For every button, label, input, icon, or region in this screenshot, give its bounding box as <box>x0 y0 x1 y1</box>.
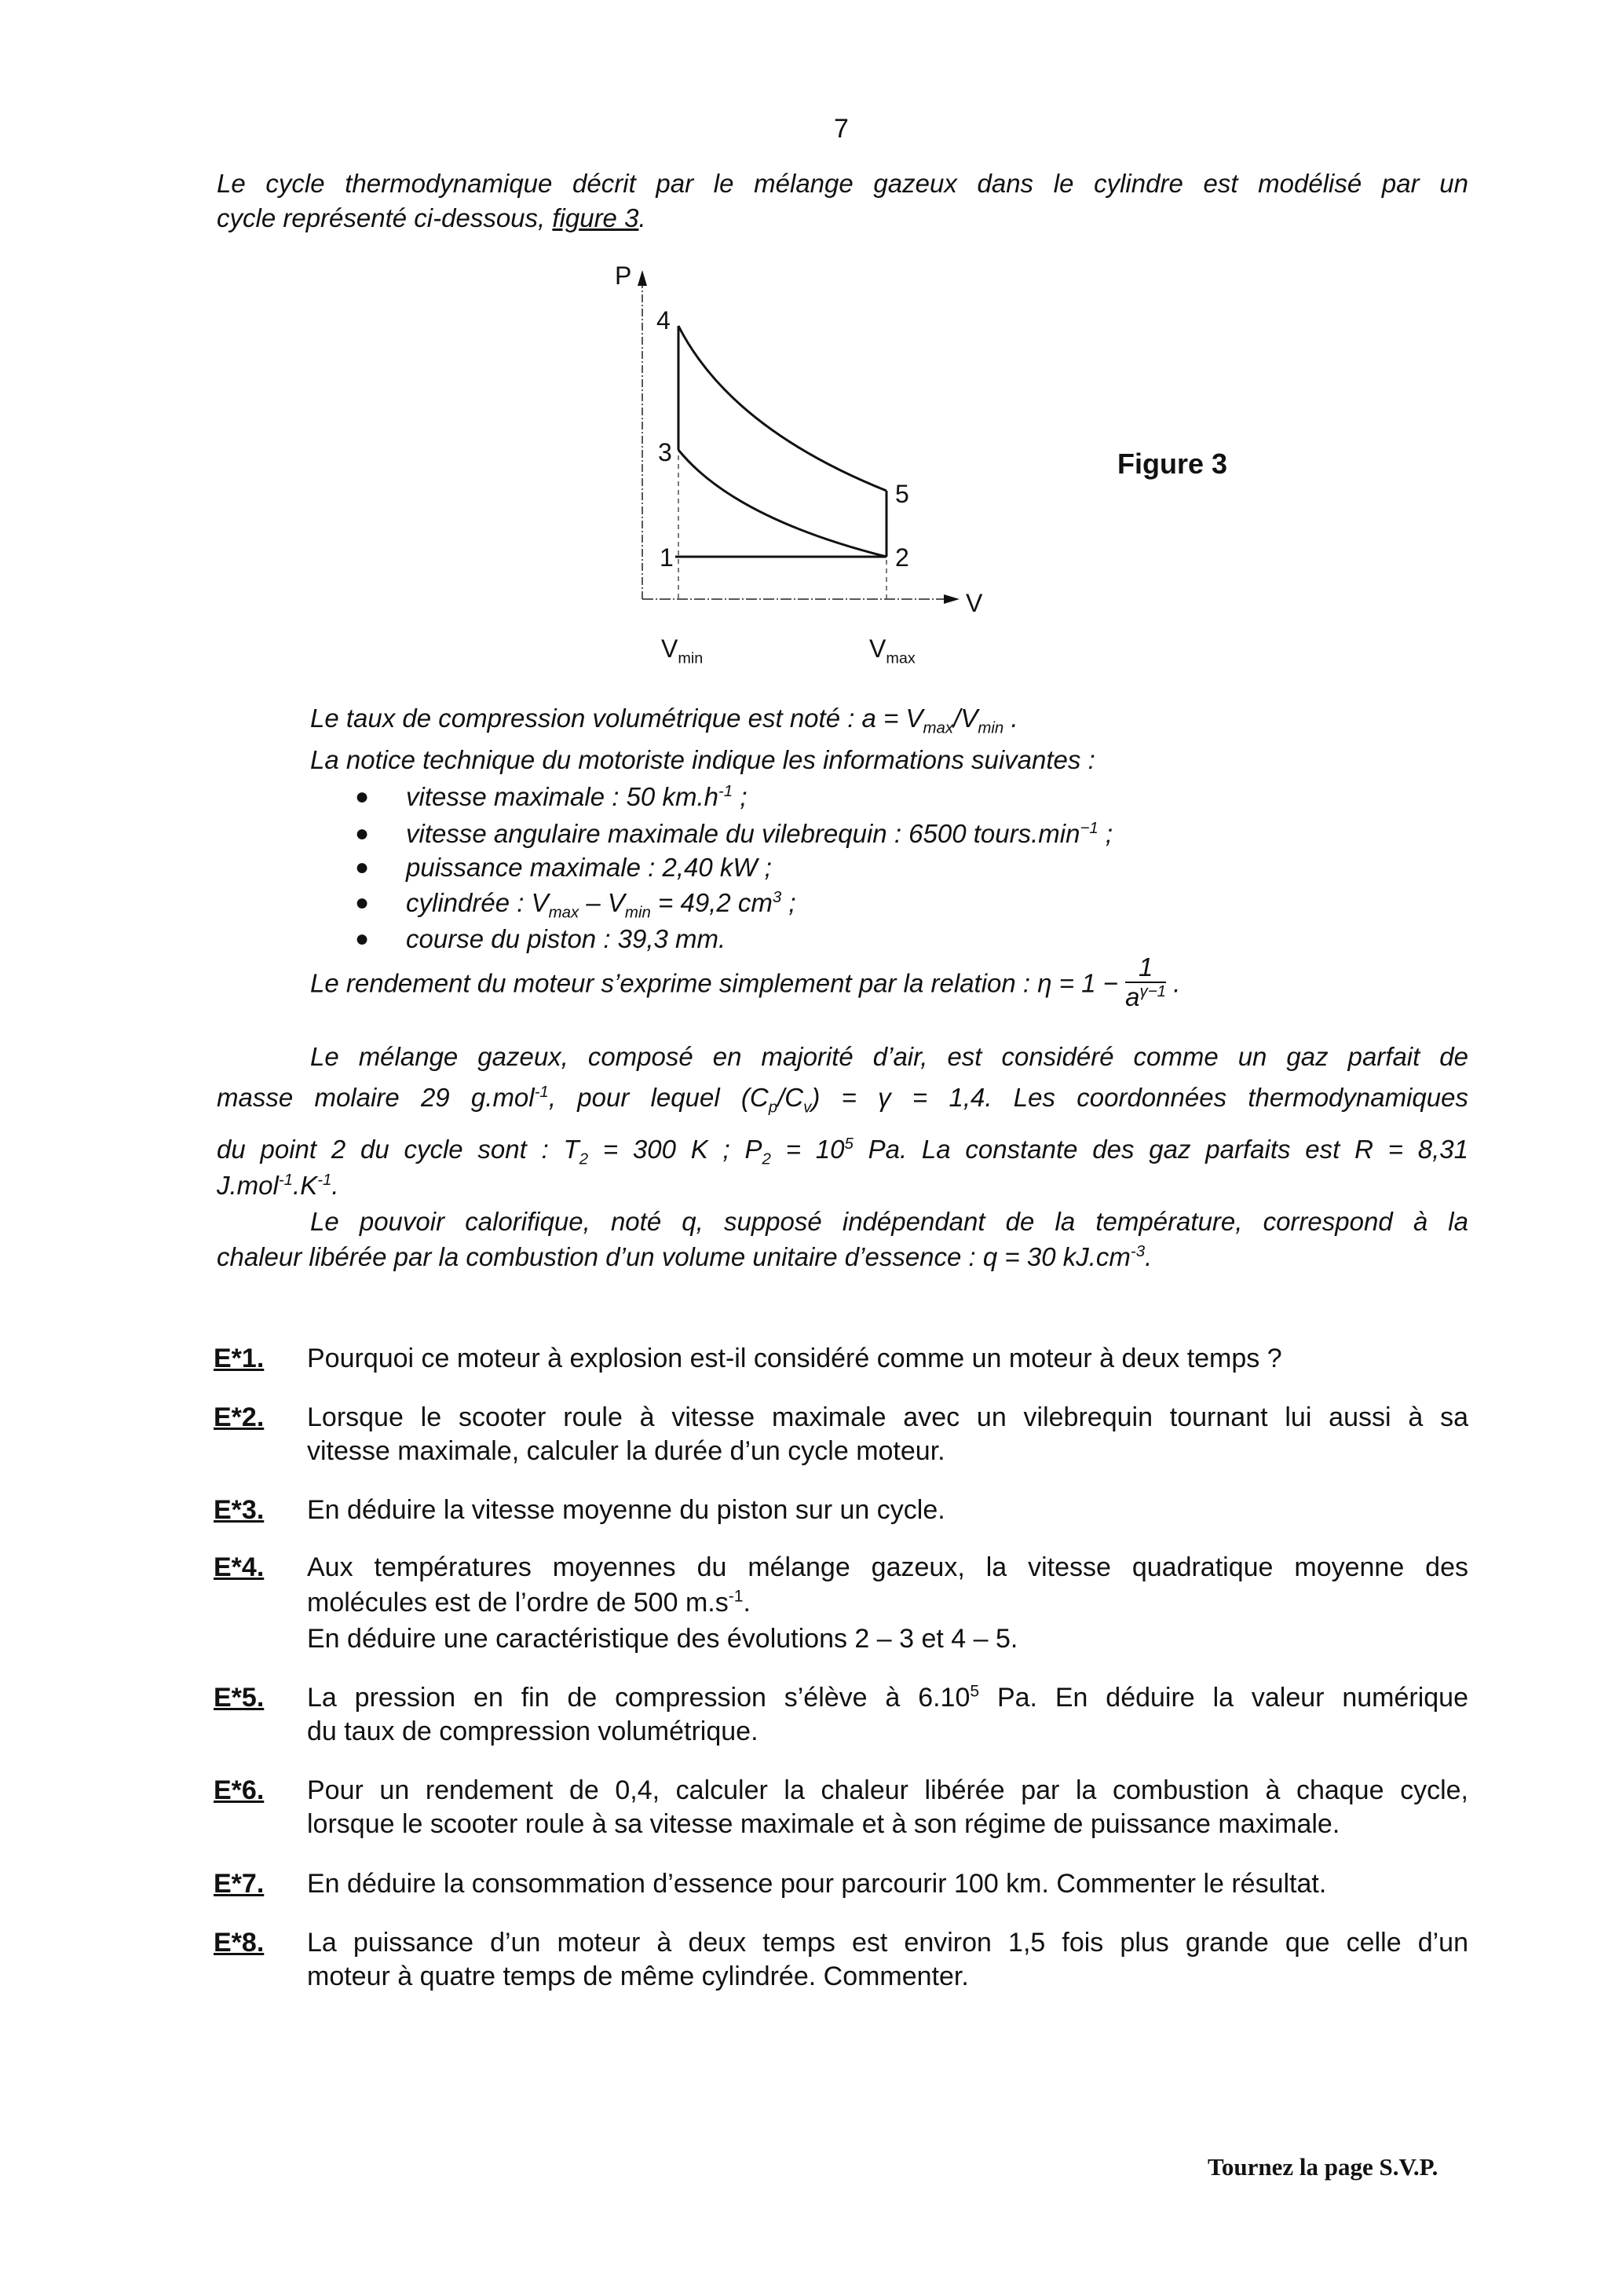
taux-compression <box>310 701 1018 736</box>
vmin-base: V <box>661 634 678 663</box>
spec-item <box>406 850 772 885</box>
question-text: Pourquoi ce moteur à explosion est-il considéré comme un moteur à deux temps ? <box>307 1344 1282 1373</box>
question-label: E*1. <box>214 1344 265 1373</box>
vmin-label <box>661 634 704 667</box>
vmax-sub: max <box>886 649 916 667</box>
text: Pa. La constante des gaz parfaits est R = 8,31 <box>853 1135 1468 1164</box>
text: , pour lequel (C <box>548 1083 769 1112</box>
question-text: Aux températures moyennes du mélange gazeux, la vitesse quadratique moyenne des <box>307 1552 1468 1582</box>
question-text: Pour un rendement de 0,4, calculer la chaleur libérée par la combustion à chaque cycle, <box>307 1775 1468 1805</box>
question-label: E*6. <box>214 1775 265 1805</box>
melange-line-5: Le pouvoir calorifique, noté q, supposé indépendant de la température, correspond à la <box>310 1207 1468 1236</box>
text: ) = γ = 1,4. Les coordonnées thermodynamiques <box>811 1083 1468 1112</box>
figure-caption: Figure 3 <box>1117 448 1228 480</box>
sup: 5 <box>844 1135 854 1153</box>
sup: 3 <box>772 888 782 906</box>
fraction <box>1125 953 1166 1011</box>
question-text: En déduire la vitesse moyenne du piston sur un cycle. <box>307 1495 945 1525</box>
text: molécules est de l’ordre de 500 m.s <box>307 1588 729 1618</box>
sub: 2 <box>762 1150 771 1167</box>
sub: p <box>768 1098 778 1115</box>
text: . <box>743 1588 751 1618</box>
question-text: La puissance d’un moteur à deux temps est environ 1,5 fois plus grande que celle d’un <box>307 1928 1468 1958</box>
question-text: du taux de compression volumétrique. <box>307 1717 758 1746</box>
text: vitesse maximale : 50 km.h <box>406 782 718 811</box>
sup: −1 <box>1080 819 1098 837</box>
x-axis <box>642 594 960 604</box>
question-label: E*3. <box>214 1495 265 1525</box>
expansion-4-5 <box>678 326 886 491</box>
question-text: lorsque le scooter roule à sa vitesse maximale et à son régime de puissance maximale. <box>307 1809 1340 1839</box>
y-axis <box>638 270 647 599</box>
rendement-formula <box>310 952 1181 1015</box>
text: vitesse angulaire maximale du vilebrequin : 6500 tours.min <box>406 819 1080 848</box>
numerator: 1 <box>1125 953 1166 983</box>
spec-item <box>406 922 726 956</box>
denominator <box>1125 983 1166 1011</box>
text: Pa. En déduire la valeur numérique <box>979 1683 1468 1713</box>
notice-intro: La notice technique du motoriste indique les informations suivantes : <box>310 745 1095 774</box>
question-label: E*5. <box>214 1683 265 1713</box>
question-text: moteur à quatre temps de même cylindrée. Commenter. <box>307 1961 969 1991</box>
text: . <box>1145 1242 1153 1271</box>
text: La pression en fin de compression s’élève à 6.10 <box>307 1683 971 1713</box>
spec-item <box>406 886 796 920</box>
text: cylindrée : V <box>406 888 549 917</box>
text: chaleur libérée par la combustion d’un volume unitaire d’essence : q = 30 kJ.cm <box>217 1242 1131 1271</box>
point-1-label: 1 <box>660 543 674 572</box>
text: /C <box>777 1083 804 1112</box>
melange-line-6 <box>217 1240 1152 1274</box>
bullet-icon: ● <box>355 784 370 810</box>
question-text: En déduire la consommation d’essence pour parcourir 100 km. Commenter le résultat. <box>307 1869 1327 1899</box>
text: J.mol <box>217 1171 279 1200</box>
question-label: E*8. <box>214 1928 265 1958</box>
text: – V <box>579 888 625 917</box>
intro-line-1: Le cycle thermodynamique décrit par le mélange gazeux dans le cylindre est modélisé par un <box>217 169 1468 198</box>
sup: -1 <box>728 1587 744 1606</box>
axis-v-label: V <box>966 589 983 617</box>
den-exponent: γ−1 <box>1139 982 1167 1000</box>
sup: 5 <box>970 1682 980 1701</box>
question-label: E*7. <box>214 1869 265 1899</box>
text: course du piston : 39,3 mm. <box>406 924 726 953</box>
sub: min <box>978 718 1004 737</box>
bullet-icon: ● <box>355 890 370 916</box>
sup: -3 <box>1130 1242 1146 1260</box>
text: . <box>1003 704 1018 733</box>
sub: max <box>923 718 954 737</box>
melange-line-2 <box>217 1080 1468 1115</box>
text: du point 2 du cycle sont : T <box>217 1135 579 1164</box>
point-2-label: 2 <box>895 543 909 572</box>
melange-line-4 <box>217 1168 339 1203</box>
melange-line-1: Le mélange gazeux, composé en majorité d’air, est considéré comme un gaz parfait de <box>310 1042 1468 1071</box>
footer-turn-page: Tournez la page S.V.P. <box>1208 2153 1438 2181</box>
text: masse molaire 29 g.mol <box>217 1083 535 1112</box>
text: .K <box>293 1171 318 1200</box>
vmax-label <box>869 634 916 667</box>
vmax-base: V <box>869 634 886 663</box>
melange-line-3 <box>217 1132 1468 1167</box>
text: Le rendement du moteur s’exprime simplement par la relation : η = 1 − <box>310 968 1126 998</box>
spec-item <box>406 817 1113 851</box>
sup: -1 <box>317 1171 332 1189</box>
text: Le taux de compression volumétrique est noté : a = V <box>310 704 923 733</box>
page-number: 7 <box>834 114 849 144</box>
text: . <box>1166 968 1181 998</box>
question-text <box>307 1680 1468 1715</box>
intro-end: . <box>638 203 646 232</box>
text: ; <box>733 782 748 811</box>
text: . <box>331 1171 339 1200</box>
bullet-icon: ● <box>355 821 370 846</box>
intro-text: cycle représenté ci-dessous, <box>217 203 553 232</box>
text: = 10 <box>770 1135 845 1164</box>
text: ; <box>781 888 796 917</box>
text: puissance maximale : 2,40 kW ; <box>406 853 772 882</box>
figure-reference-link[interactable]: figure 3 <box>552 203 639 232</box>
point-4-label: 4 <box>656 306 671 335</box>
vmin-sub: min <box>678 649 704 667</box>
point-5-label: 5 <box>895 480 909 508</box>
axis-p-label: P <box>615 261 632 290</box>
point-3-label: 3 <box>658 438 672 466</box>
sub: 2 <box>579 1150 589 1167</box>
text: /V <box>953 704 978 733</box>
text: = 300 K ; P <box>588 1135 762 1164</box>
question-text <box>307 1585 751 1620</box>
question-text: Lorsque le scooter roule à vitesse maximale avec un vilebrequin tournant lui aussi à sa <box>307 1402 1468 1432</box>
den-base: a <box>1125 982 1140 1011</box>
bullet-icon: ● <box>355 926 370 952</box>
sup: -1 <box>534 1083 549 1101</box>
sub: max <box>548 903 579 922</box>
text: = 49,2 cm <box>650 888 773 917</box>
compression-2-3 <box>678 450 886 557</box>
text: ; <box>1098 819 1113 848</box>
question-text: En déduire une caractéristique des évolutions 2 – 3 et 4 – 5. <box>307 1624 1018 1654</box>
question-text: vitesse maximale, calculer la durée d’un cycle moteur. <box>307 1436 945 1466</box>
sup: -1 <box>718 782 733 800</box>
question-label: E*2. <box>214 1402 265 1432</box>
bullet-icon: ● <box>355 854 370 880</box>
sub: min <box>624 903 651 922</box>
question-label: E*4. <box>214 1552 265 1582</box>
sub: v <box>803 1098 812 1115</box>
spec-item <box>406 780 748 814</box>
pv-cycle-diagram <box>0 0 1623 707</box>
sup: -1 <box>278 1171 294 1189</box>
